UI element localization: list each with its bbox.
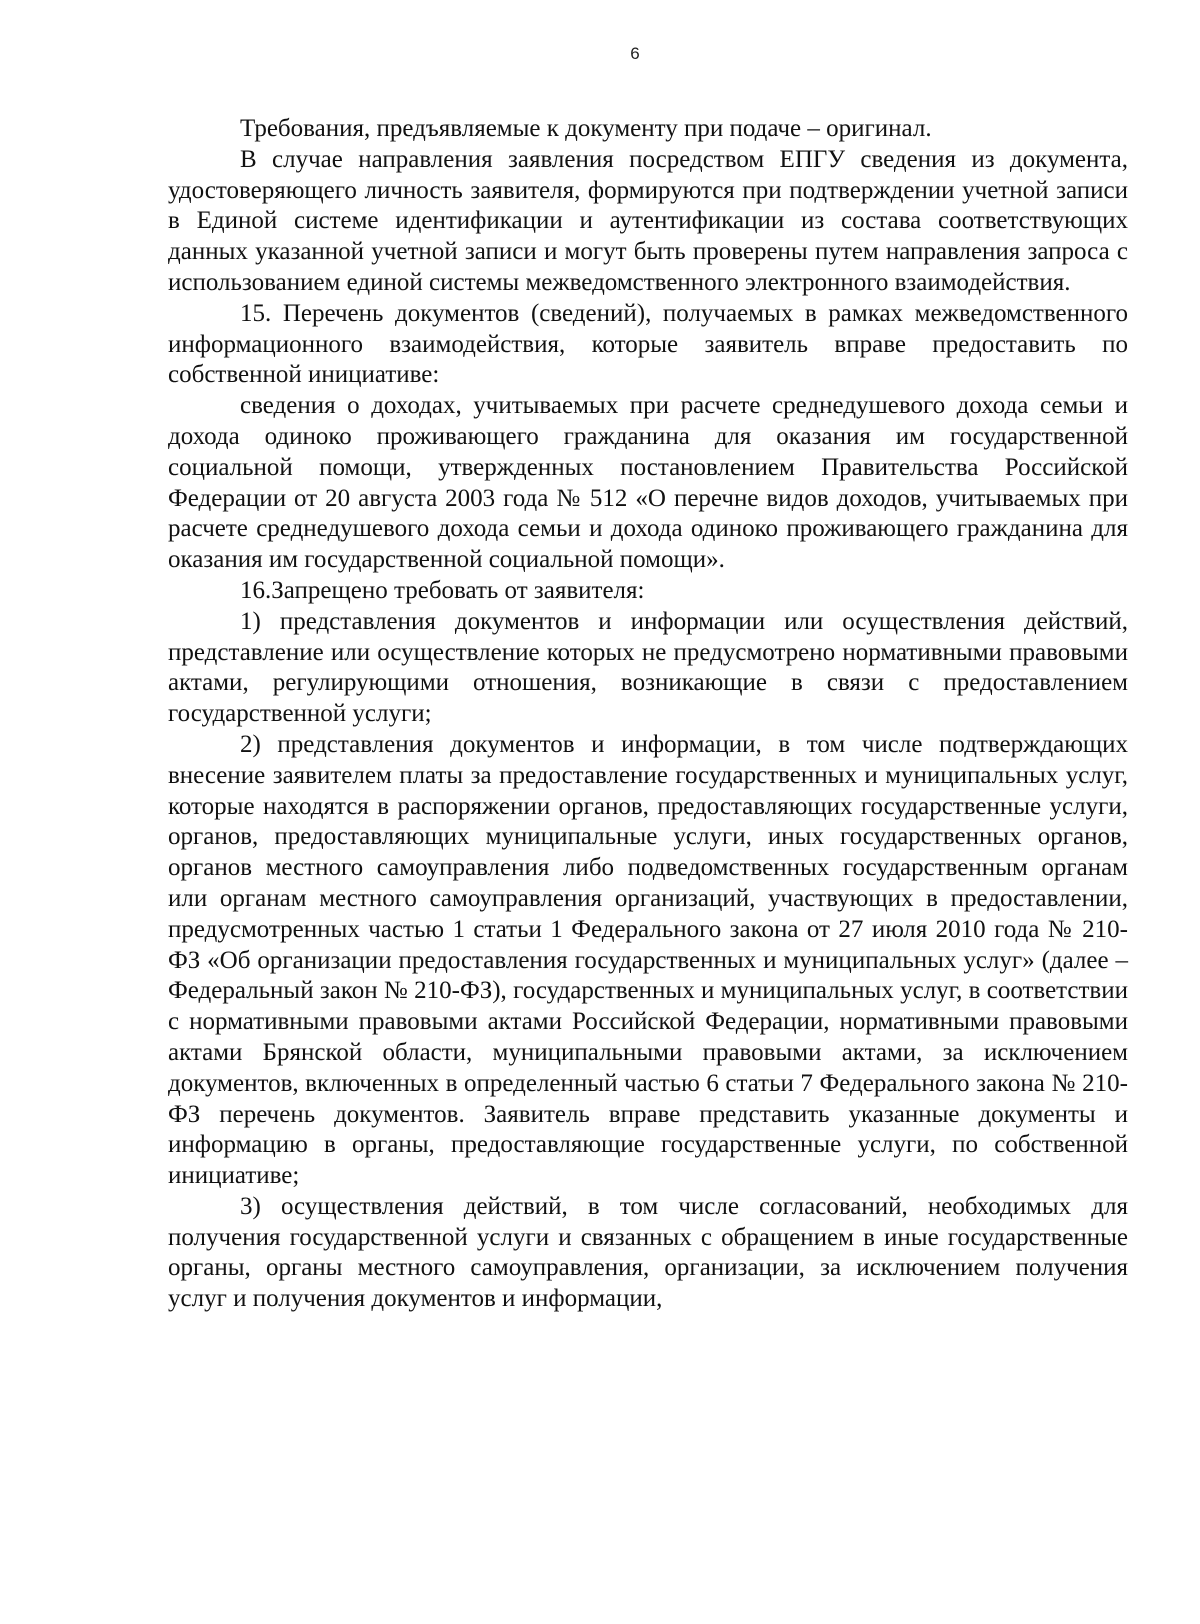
- paragraph-income-info: сведения о доходах, учитываемых при расчете среднедушевого дохода семьи и дохода одиноко проживающего гражданина для оказания им государственной социальной помощи, утвержденных постановлением Правительства Российской Федерации от 20 августа 2003 года № 512 «О перечне видов доходов, учитываемых при расчете среднедушевого дохода семьи и дохода одиноко проживающего гражданина для оказания им государственной социальной помощи».: [168, 392, 1128, 574]
- paragraph-sub-1: 1) представления документов и информации или осуществления действий, представление или осуществление которых не предусмотрено нормативными правовыми актами, регулирующими отношения, возникающие в связи с предоставлением государственной услуги;: [168, 607, 1128, 728]
- document-body: [168, 114, 1128, 1315]
- paragraph-sub-3: 3) осуществления действий, в том числе согласований, необходимых для получения государственной услуги и связанных с обращением в иные государственные органы, органы местного самоуправления, организации, за исключением получения услуг и получения документов и информации,: [168, 1192, 1128, 1313]
- paragraph-sub-2: 2) представления документов и информации, в том числе подтверждающих внесение заявителем платы за предоставление государственных и муниципальных услуг, которые находятся в распоряжении органов, предоставляющих государственные услуги, органов, предоставляющих муниципальные услуги, иных государственных органов, органов местного самоуправления либо подведомственных государственным органам или органам местного самоуправления организаций, участвующих в предоставлении, предусмотренных частью 1 статьи 1 Федерального закона от 27 июля 2010 года № 210-ФЗ «Об организации предоставления государственных и муниципальных услуг» (далее – Федеральный закон № 210-ФЗ), государственных и муниципальных услуг, в соответствии с нормативными правовыми актами Российской Федерации, нормативными правовыми актами Брянской области, муниципальными правовыми актами, за исключением документов, включенных в определенный частью 6 статьи 7 Федерального закона № 210-ФЗ перечень документов. Заявитель вправе представить указанные документы и информацию в органы, предоставляющие государственные услуги, по собственной инициативе;: [168, 730, 1128, 1190]
- paragraph-item-16: 16.Запрещено требовать от заявителя:: [240, 576, 645, 604]
- paragraph-epgu: В случае направления заявления посредством ЕПГУ сведения из документа, удостоверяющего личность заявителя, формируются при подтверждении учетной записи в Единой системе идентификации и аутентификации из состава соответствующих данных указанной учетной записи и могут быть проверены путем направления запроса с использованием единой системы межведомственного электронного взаимодействия.: [168, 145, 1128, 296]
- paragraph-requirements: Требования, предъявляемые к документу при подаче – оригинал.: [240, 115, 932, 142]
- paragraph-item-15: 15. Перечень документов (сведений), получаемых в рамках межведомственного информационного взаимодействия, которые заявитель вправе предоставить по собственной инициативе:: [168, 299, 1128, 389]
- page-number: 6: [630, 44, 640, 63]
